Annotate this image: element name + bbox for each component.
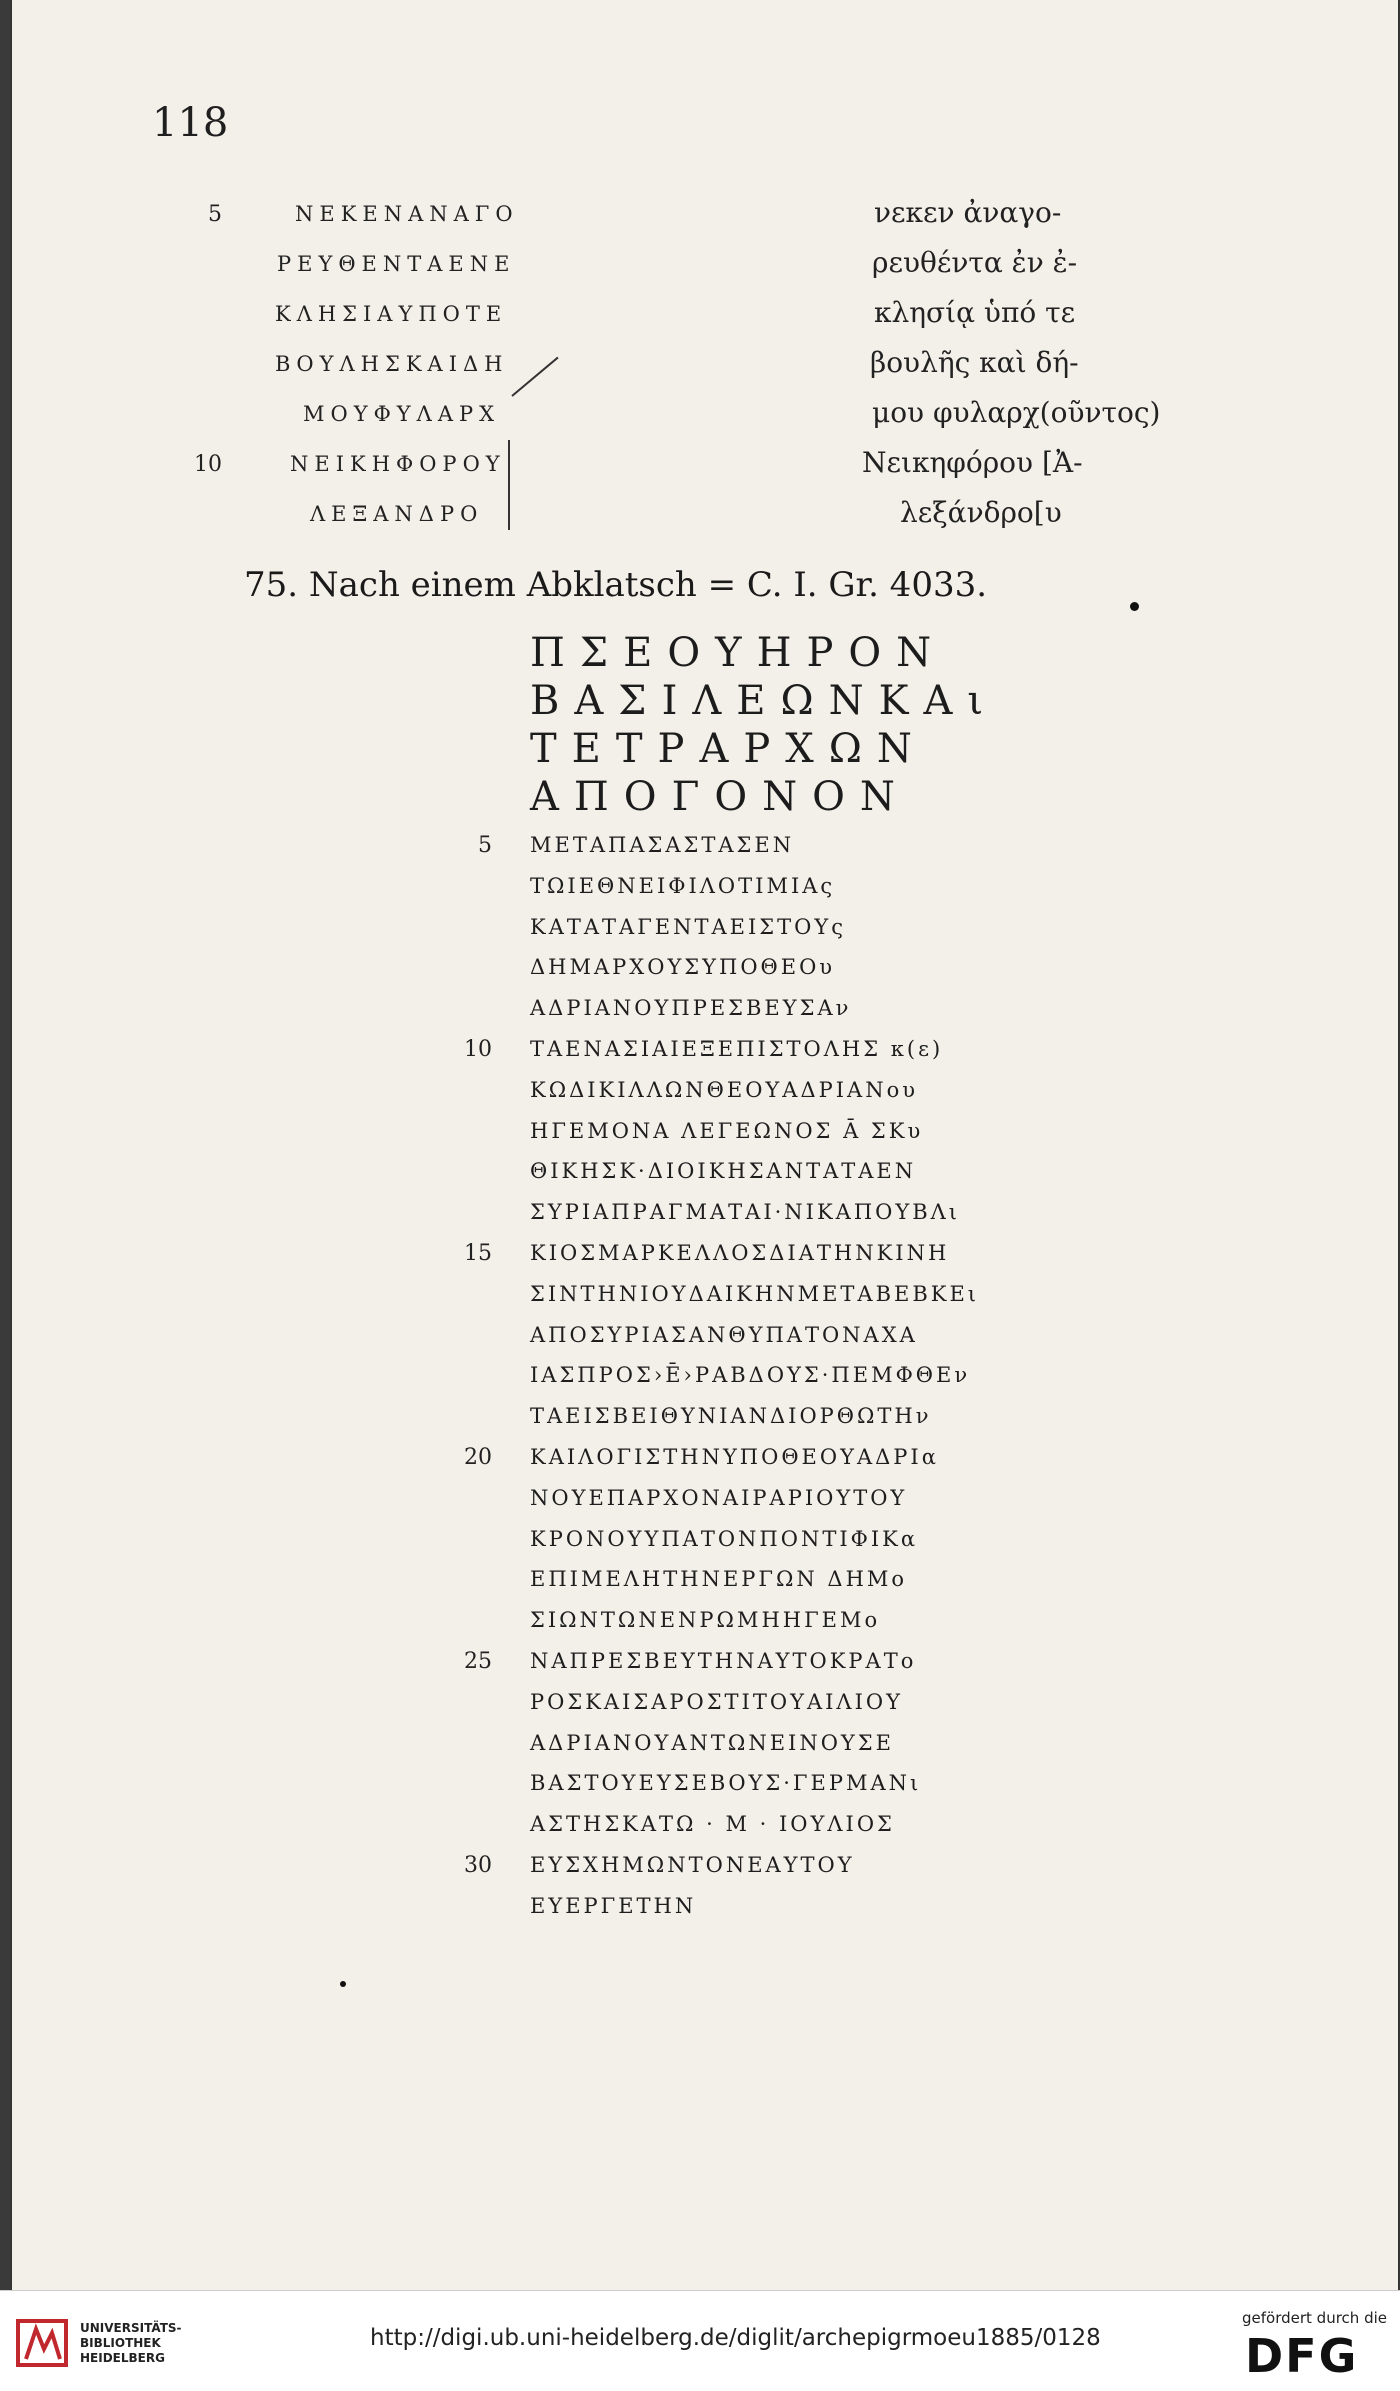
inscription-line: ΗΓΕΜΟΝΑ ΛΕΓΕΩΝΟΣ Ā ΣΚυ	[530, 1118, 924, 1143]
inscription-line: ΣΙΩΝΤΩΝΕΝΡΩΜΗΗΓΕΜο	[530, 1608, 881, 1633]
section-heading: 75. Nach einem Abklatsch = C. I. Gr. 4033.	[244, 565, 988, 605]
inscription-line: ΕΥΣΧΗΜΩΝΤΟΝΕΑΥΤΟΥ	[530, 1853, 855, 1877]
inscription-line: ΑΠΟΣΥΡΙΑΣΑΝΘΥΠΑΤΟΝΑΧΑ	[530, 1322, 918, 1347]
line-number: 25	[464, 1649, 492, 1674]
inscription-line: ΤΑΕΙΣΒΕΙΘΥΝΙΑΝΔΙΟΡΘΩΤΗν	[530, 1404, 932, 1429]
inscription-line: ΑΣΤΗΣΚΑΤΩ · Μ · ΙΟΥΛΙΟΣ	[530, 1812, 895, 1837]
inscription-line: ΘΙΚΗΣΚ·ΔΙΟΙΚΗΣΑΝΤΑΤΑΕΝ	[530, 1159, 917, 1184]
source-url-link[interactable]: http://digi.ub.uni-heidelberg.de/diglit/archepigrmoeu1885/0128	[370, 2325, 1101, 2351]
inscription-line: ΕΥΕΡΓΕΤΗΝ	[530, 1893, 697, 1918]
footer-bar	[0, 2290, 1400, 2391]
inscription-line: ΑΔΡΙΑΝΟΥΑΝΤΩΝΕΙΝΟΥΣΕ	[530, 1730, 894, 1755]
uppercase-transcription-line: ΛΕΞΑΝΔΡΟ	[310, 502, 484, 526]
inscription-large-line: ΒΑΣΙΛΕΩΝΚΑι	[530, 678, 999, 724]
inscription-large-line: ΑΠΟΓΟΝΟΝ	[530, 774, 910, 820]
line-number: 30	[464, 1853, 492, 1878]
line-number: 10	[464, 1037, 492, 1062]
inscription-line: ΔΗΜΑΡΧΟΥΣΥΠΟΘΕΟυ	[530, 955, 836, 980]
library-name: UNIVERSITÄTS- BIBLIOTHEK HEIDELBERG	[80, 2321, 182, 2365]
uppercase-transcription-line: ΡΕΥΘΕΝΤΑΕΝΕ	[277, 252, 516, 276]
inscription-line: ΜΕΤΑΠΑΣΑΣΤΑΣΕΝ	[530, 833, 795, 857]
minuscule-transcription-line: νεκεν ἀναγο-	[874, 196, 1062, 229]
dfg-logo: DFG	[1245, 2329, 1359, 2383]
line-number: 5	[208, 202, 222, 227]
inscription-line: ΝΑΠΡΕΣΒΕΥΤΗΝΑΥΤΟΚΡΑΤο	[530, 1649, 917, 1673]
inscription-line: ΚΑΙΛΟΓΙΣΤΗΝΥΠΟΘΕΟΥΑΔΡΙα	[530, 1445, 939, 1469]
fragment-break-line	[508, 440, 510, 530]
inscription-line: ΒΑΣΤΟΥΕΥΣΕΒΟΥΣ·ΓΕΡΜΑΝι	[530, 1771, 922, 1796]
inscription-line: ΕΠΙΜΕΛΗΤΗΝΕΡΓΩΝ ΔΗΜο	[530, 1567, 908, 1592]
scanned-page	[12, 0, 1398, 2290]
speck	[340, 1981, 346, 1987]
funded-by-label: gefördert durch die	[1242, 2309, 1387, 2327]
inscription-large-line: ΠΣΕΟΥΗΡΟΝ	[530, 630, 947, 676]
inscription-line: ΝΟΥΕΠΑΡΧΟΝΑΙΡΑΡΙΟΥΤΟΥ	[530, 1485, 908, 1510]
inscription-line: ΚΡΟΝΟΥΥΠΑΤΟΝΠΟΝΤΙΦΙΚα	[530, 1526, 919, 1551]
speck	[1130, 602, 1139, 611]
uppercase-transcription-line: ΝΕΚΕΝΑΝΑΓΟ	[295, 202, 519, 226]
inscription-line: ΤΑΕΝΑΣΙΑΙΕΞΕΠΙΣΤΟΛΗΣ κ(ε)	[530, 1037, 944, 1061]
minuscule-transcription-line: ρευθέντα ἐν ἐ-	[872, 246, 1078, 279]
inscription-line: ΚΙΟΣΜΑΡΚΕΛΛΟΣΔΙΑΤΗΝΚΙΝΗ	[530, 1241, 950, 1265]
inscription-large-line: ΤΕΤΡΑΡΧΩΝ	[530, 726, 927, 772]
minuscule-transcription-line: κλησίᾳ ὑπό τε	[874, 296, 1076, 329]
uppercase-transcription-line: ΚΛΗΣΙΑΥΠΟΤΕ	[275, 302, 508, 326]
inscription-line: ΡΟΣΚΑΙΣΑΡΟΣΤΙΤΟΥΑΙΛΙΟΥ	[530, 1689, 903, 1714]
line-number: 15	[464, 1241, 492, 1266]
inscription-line: ΤΩΙΕΘΝΕΙΦΙΛΟΤΙΜΙΑς	[530, 873, 836, 898]
line-number: 20	[464, 1445, 492, 1470]
inscription-line: ΙΑΣΠΡΟΣ›Ē›ΡΑΒΔΟΥΣ·ΠΕΜΦΘΕν	[530, 1363, 971, 1388]
library-logo-icon	[14, 2315, 70, 2371]
inscription-line: ΑΔΡΙΑΝΟΥΠΡΕΣΒΕΥΣΑν	[530, 996, 852, 1021]
inscription-line: ΚΩΔΙΚΙΛΛΩΝΘΕΟΥΑΔΡΙΑΝου	[530, 1077, 918, 1102]
uppercase-transcription-line: ΝΕΙΚΗΦΟΡΟΥ	[290, 452, 506, 476]
uppercase-transcription-line: ΜΟΥΦΥΛΑΡΧ	[303, 402, 501, 426]
minuscule-transcription-line: μου φυλαρχ(οῦντος)	[872, 396, 1161, 429]
line-number: 10	[194, 452, 222, 477]
minuscule-transcription-line: Νεικηφόρου [Ἀ-	[862, 446, 1083, 479]
page-number: 118	[152, 100, 229, 146]
line-number: 5	[478, 833, 492, 858]
inscription-line: ΣΥΡΙΑΠΡΑΓΜΑΤΑΙ·ΝΙΚΑΠΟΥΒΛι	[530, 1200, 961, 1225]
inscription-line: ΚΑΤΑΤΑΓΕΝΤΑΕΙΣΤΟΥς	[530, 914, 846, 939]
minuscule-transcription-line: λεξάνδρο[υ	[900, 496, 1062, 529]
inscription-line: ΣΙΝΤΗΝΙΟΥΔΑΙΚΗΝΜΕΤΑΒΕΒΚΕι	[530, 1281, 980, 1306]
uppercase-transcription-line: ΒΟΥΛΗΣΚΑΙΔΗ	[275, 352, 509, 376]
fragment-break-diagonal	[511, 357, 558, 397]
minuscule-transcription-line: βουλῆς καὶ δή-	[870, 346, 1079, 379]
